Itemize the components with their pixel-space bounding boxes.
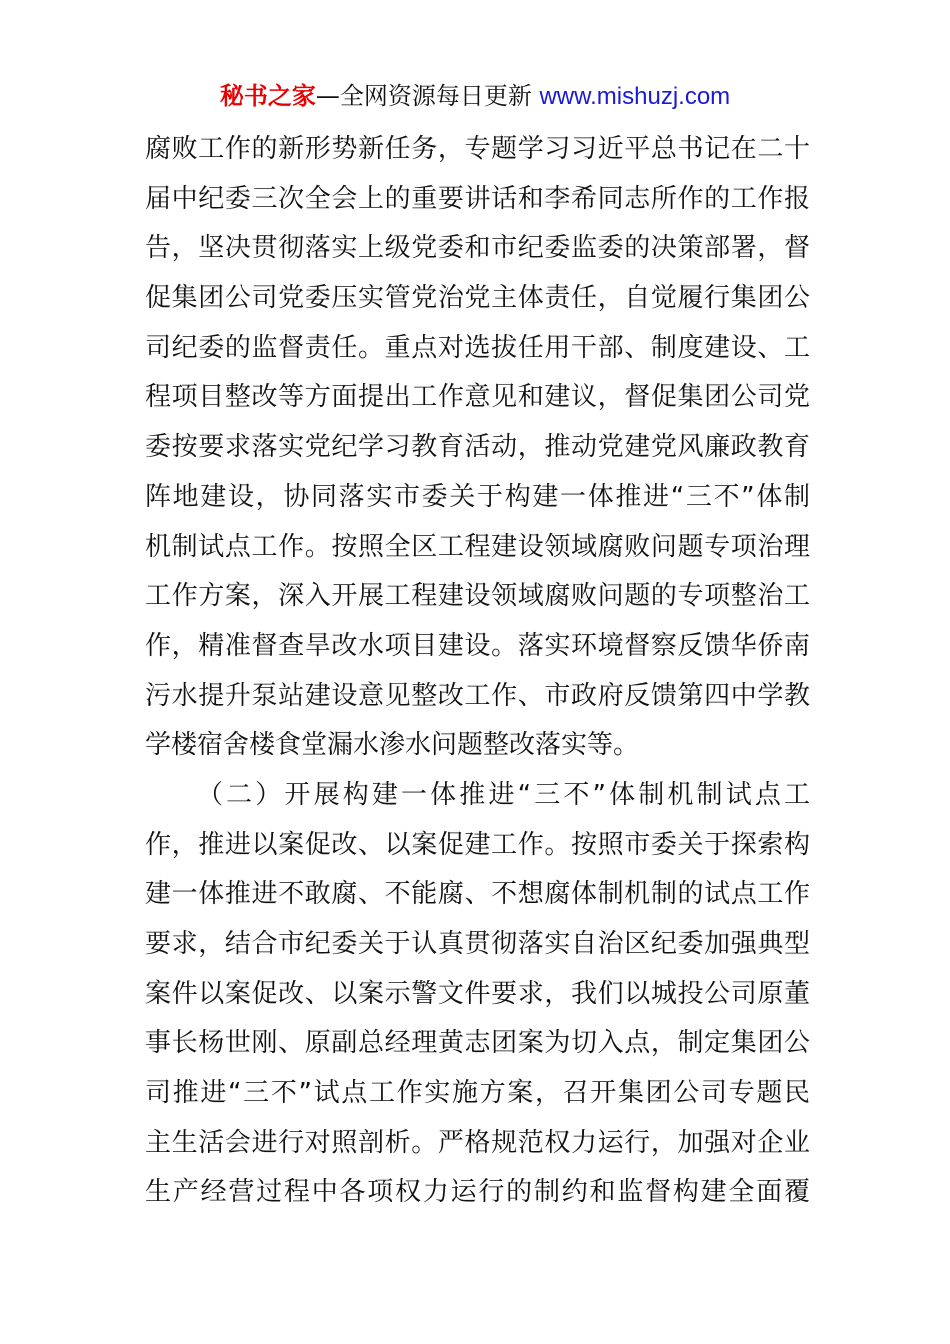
text-line: 腐败工作的新形势新任务，专题学习习近平总书记在二十 xyxy=(145,134,810,164)
text-line: 作，精准督查旱改水项目建设。落实环境督察反馈华侨南 xyxy=(145,630,810,661)
section-heading-line: （二）开展构建一体推进“三不”体制机制试点工 xyxy=(197,779,810,810)
text-line: 阵地建设，协同落实市委关于构建一体推进“三不”体制 xyxy=(145,481,810,512)
site-link[interactable]: www.mishuzj.com xyxy=(539,83,731,110)
text-line: 事长杨世刚、原副总经理黄志团案为切入点，制定集团公 xyxy=(145,1028,810,1059)
document-body xyxy=(145,125,810,1218)
text-line: 要求，结合市纪委关于认真贯彻落实自治区纪委加强典型 xyxy=(145,929,810,959)
text-line: 生产经营过程中各项权力运行的制约和监督构建全面覆 xyxy=(145,1177,810,1208)
text-line: 建一体推进不敢腐、不能腐、不想腐体制机制的试点工作 xyxy=(145,879,810,910)
text-line: 工作方案，深入开展工程建设领域腐败问题的专项整治工 xyxy=(145,581,810,612)
text-line: 污水提升泵站建设意见整改工作、市政府反馈第四中学教 xyxy=(145,680,810,711)
text-line: 告，坚决贯彻落实上级党委和市纪委监委的决策部署，督 xyxy=(145,233,810,264)
text-line: 促集团公司党委压实管党治党主体责任，自觉履行集团公 xyxy=(145,283,810,314)
text-line: 案件以案促改、以案示警文件要求，我们以城投公司原董 xyxy=(145,978,810,1009)
text-line: 委按要求落实党纪学习教育活动，推动党建党风廉政教育 xyxy=(145,432,810,463)
paragraph-end-line: 学楼宿舍楼食堂漏水渗水问题整改落实等。 xyxy=(145,730,640,761)
text-line: 程项目整改等方面提出工作意见和建议，督促集团公司党 xyxy=(145,382,810,413)
text-line: 机制试点工作。按照全区工程建设领域腐败问题专项治理 xyxy=(145,531,810,562)
text-line: 司纪委的监督责任。重点对选拔任用干部、制度建设、工 xyxy=(145,332,810,363)
header-tagline: —全网资源每日更新 xyxy=(315,82,532,110)
text-line: 届中纪委三次全会上的重要讲话和李希同志所作的工作报 xyxy=(145,183,810,214)
page-header xyxy=(0,78,950,115)
text-line: 作，推进以案促改、以案促建工作。按照市委关于探索构 xyxy=(145,829,810,860)
brand-name: 秘书之家 xyxy=(219,82,316,110)
text-line: 主生活会进行对照剖析。严格规范权力运行，加强对企业 xyxy=(145,1127,810,1158)
text-line: 司推进“三不”试点工作实施方案，召开集团公司专题民 xyxy=(145,1078,810,1109)
